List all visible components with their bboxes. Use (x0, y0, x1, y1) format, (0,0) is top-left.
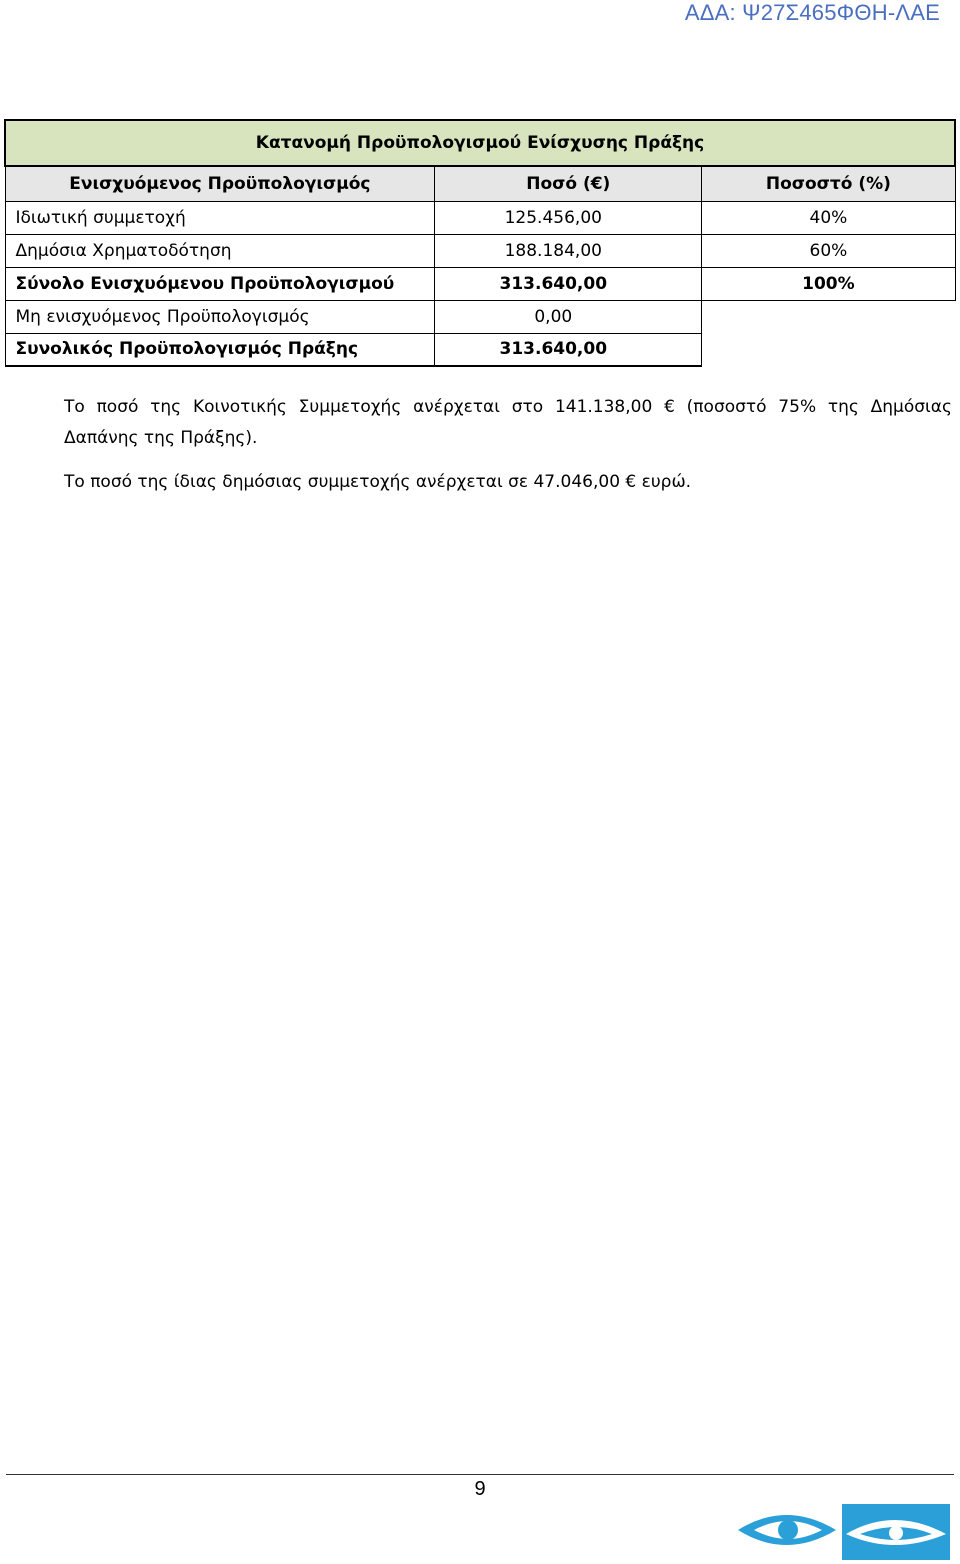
column-header: Ποσοστό (%) (702, 166, 955, 201)
table-title-row (5, 120, 955, 166)
row-label: Ιδιωτική συμμετοχή (5, 201, 435, 234)
table-row (5, 300, 955, 333)
table-row (5, 234, 955, 267)
table-row (5, 333, 955, 366)
row-amount: 188.184,00 (435, 234, 702, 267)
row-label: Δημόσια Χρηματοδότηση (5, 234, 435, 267)
row-amount: 313.640,00 (435, 267, 702, 300)
own-public-contribution-paragraph: Το ποσό της ίδιας δημόσιας συμμετοχής ανέρχεται σε 47.046,00 € ευρώ. (64, 472, 692, 492)
table-title: Κατανομή Προϋπολογισμού Ενίσχυσης Πράξης (5, 120, 955, 166)
row-percent: 40% (702, 201, 955, 234)
table-row (5, 201, 955, 234)
table-row (5, 267, 955, 300)
page-number: 9 (474, 1478, 486, 1500)
row-percent: 60% (702, 234, 955, 267)
row-label: Μη ενισχυόμενος Προϋπολογισμός (5, 300, 435, 333)
row-amount: 125.456,00 (435, 201, 702, 234)
row-amount: 313.640,00 (435, 333, 702, 366)
empty-cell (702, 333, 955, 366)
ada-code: ΑΔΑ: Ψ27Σ465ΦΘΗ-ΛΑΕ (684, 0, 940, 25)
budget-allocation-table (4, 119, 956, 367)
empty-cell (702, 300, 955, 333)
table-header-row (5, 166, 955, 201)
column-header: Ποσό (€) (435, 166, 702, 201)
footer-divider (6, 1474, 954, 1475)
row-label: Σύνολο Ενισχυόμενου Προϋπολογισμού (5, 267, 435, 300)
row-percent: 100% (702, 267, 955, 300)
column-header: Ενισχυόμενος Προϋπολογισμός (5, 166, 435, 201)
eye-logo-icon (736, 1500, 952, 1562)
row-label: Συνολικός Προϋπολογισμός Πράξης (5, 333, 435, 366)
row-amount: 0,00 (435, 300, 702, 333)
community-contribution-paragraph: Το ποσό της Κοινοτικής Συμμετοχής ανέρχεται στο 141.138,00 € (ποσοστό 75% της Δημόσιας Δαπάνης της Πράξης). (64, 397, 952, 448)
